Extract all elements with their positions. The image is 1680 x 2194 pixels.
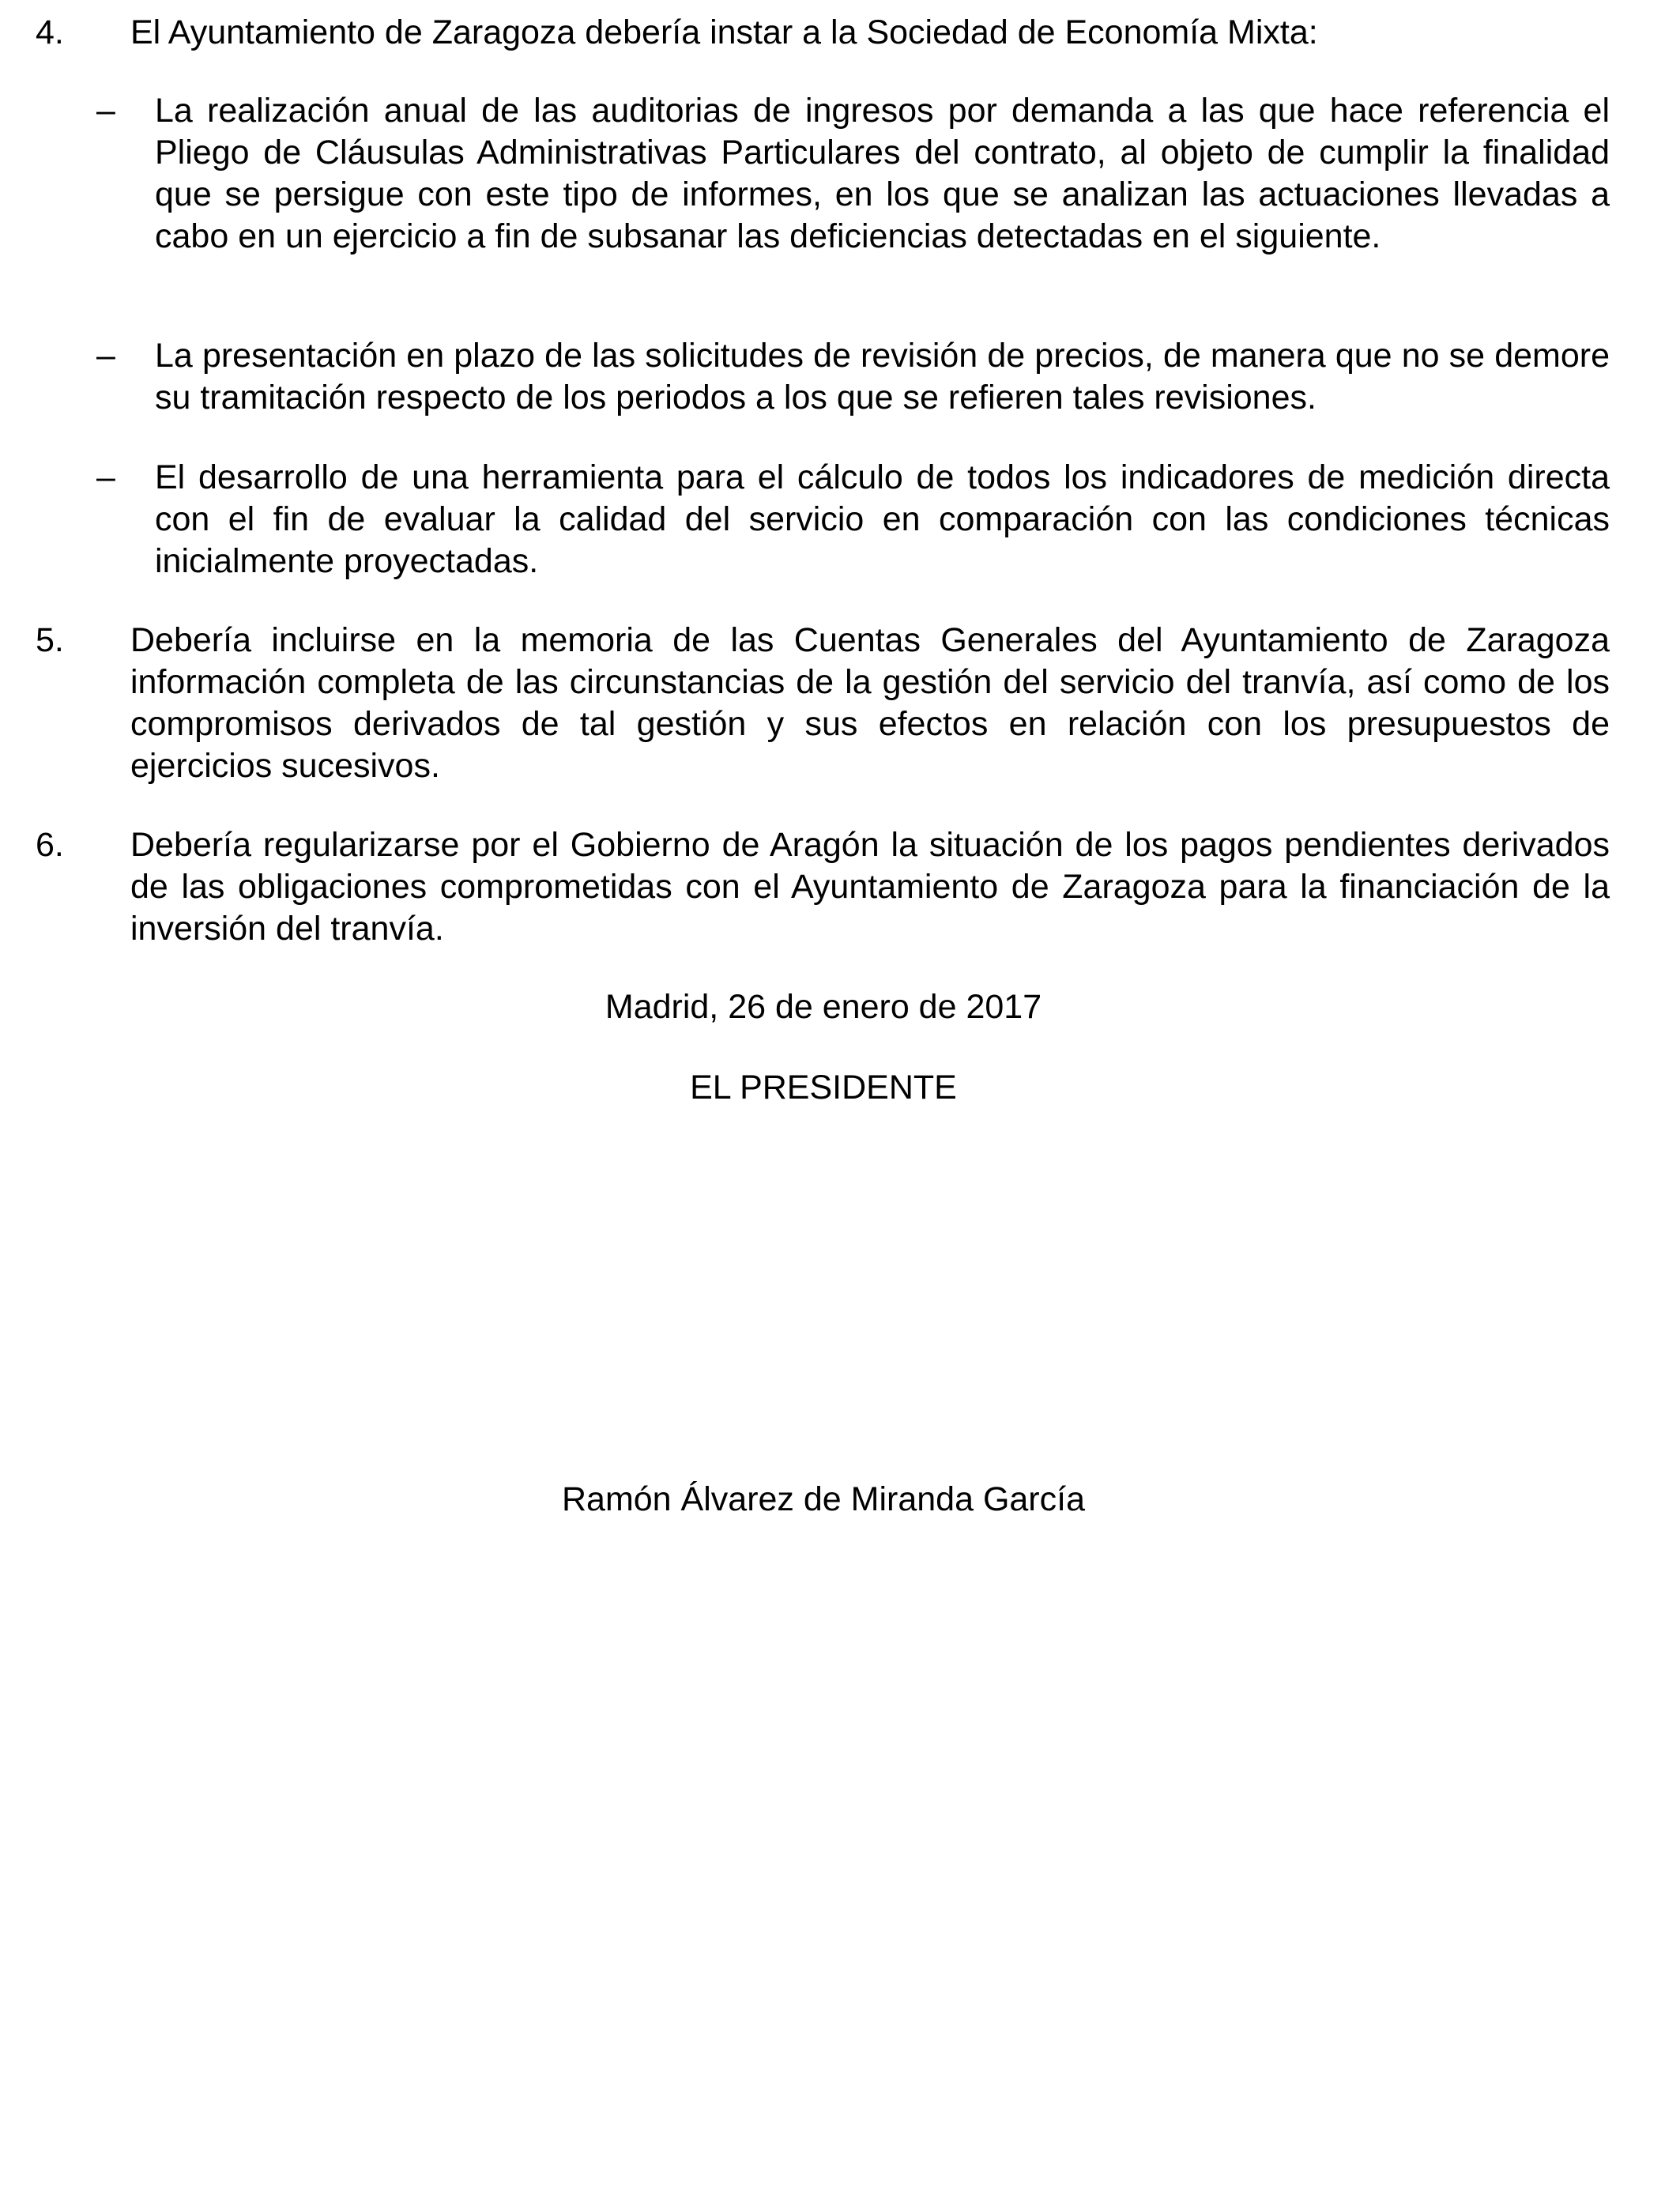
- sub-item-text: La presentación en plazo de las solicitudes de revisión de precios, de manera que no se demore su tramitación respecto de los periodos a los que se refieren tales revisiones.: [155, 337, 1610, 417]
- sub-item-text: El desarrollo de una herramienta para el cálculo de todos los indicadores de medición directa con el fin de evaluar la calidad del servicio en comparación con las condiciones técnicas inicialmente proyectadas.: [155, 458, 1610, 580]
- dash-marker: –: [96, 92, 115, 130]
- sub-item-text: La realización anual de las auditorias de ingresos por demanda a las que hace referencia el Pliego de Cláusulas Administrativas Particulares del contrato, al objeto de cumplir la finalidad que se persigue con este tipo de informes, en los que se analizan las actuaciones llevadas a cabo en un ejercicio a fin de subsanar las deficiencias detectadas en el siguiente.: [155, 92, 1610, 255]
- item-number: 5.: [36, 621, 64, 659]
- dash-marker: –: [96, 458, 115, 496]
- dash-marker: –: [96, 337, 115, 375]
- item-text: Debería regularizarse por el Gobierno de Aragón la situación de los pagos pendientes derivados de las obligaciones comprometidas con el Ayuntamiento de Zaragoza para la financiación de la inversión del tranvía.: [130, 826, 1610, 948]
- item-number: 4.: [36, 13, 64, 51]
- place-date: Madrid, 26 de enero de 2017: [605, 988, 1042, 1026]
- signatory-name: Ramón Álvarez de Miranda García: [561, 1480, 1085, 1518]
- item-number: 6.: [36, 826, 64, 864]
- item-text: Debería incluirse en la memoria de las Cuentas Generales del Ayuntamiento de Zaragoza información completa de las circunstancias de la gestión del servicio del tranvía, así como de los compromisos derivados de tal gestión y sus efectos en relación con los presupuestos de ejercicios sucesivos.: [130, 621, 1610, 785]
- signature-role: EL PRESIDENTE: [690, 1069, 957, 1106]
- item-text: El Ayuntamiento de Zaragoza debería instar a la Sociedad de Economía Mixta:: [130, 13, 1318, 51]
